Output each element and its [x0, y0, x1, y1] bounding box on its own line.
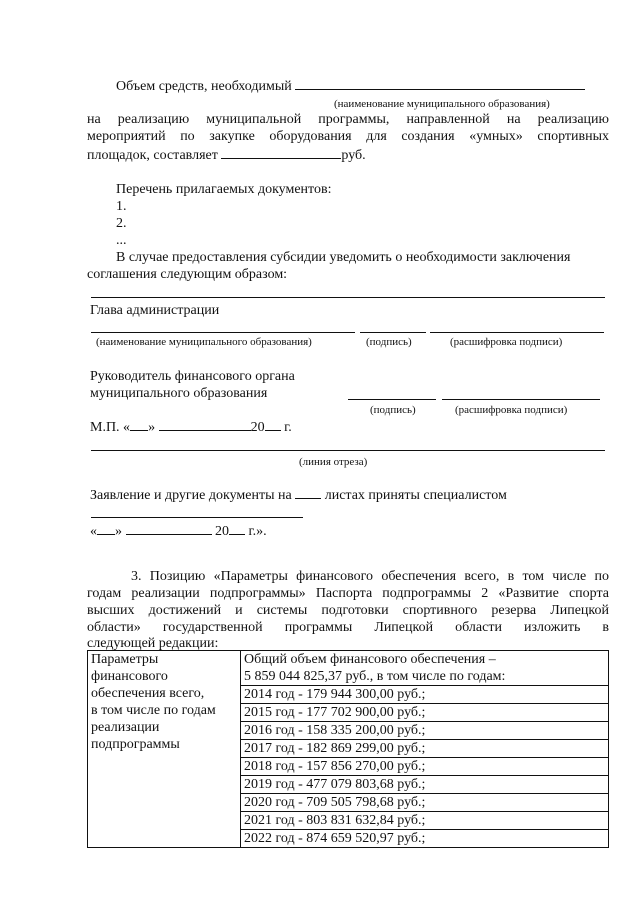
- item3-line3: высших достижений и системы подготовки спортивного резерва Липецкой: [87, 603, 609, 618]
- docs-item-3: ...: [116, 233, 127, 248]
- docs-item-2: 2.: [116, 216, 127, 231]
- intro-line2: на реализацию муниципальной программы, направленной на реализацию: [87, 112, 609, 127]
- notify-line1: В случае предоставления субсидии уведомить о необходимости заключения: [116, 250, 571, 265]
- finance-table: [87, 650, 609, 848]
- left-line: реализации: [91, 720, 160, 735]
- year-row: 2019 год - 477 079 803,68 руб.;: [241, 776, 608, 794]
- year-row: 2017 год - 182 869 299,00 руб.;: [241, 740, 608, 758]
- sheets-blank: [295, 486, 321, 499]
- left-line: обеспечения всего,: [91, 686, 205, 701]
- year-row: 2021 год - 803 831 632,84 руб.;: [241, 812, 608, 830]
- left-line: подпрограммы: [91, 737, 180, 752]
- item3-line1: 3. Позицию «Параметры финансового обеспечения всего, в том числе по: [131, 569, 609, 584]
- date-year-blank: [229, 522, 245, 535]
- table-left-cell: [88, 651, 241, 848]
- finance-label-decode: (расшифровка подписи): [455, 404, 568, 416]
- item3-line5: следующей редакции:: [87, 636, 219, 651]
- date-year: 20: [215, 524, 229, 539]
- notify-line2: соглашения следующим образом:: [87, 267, 288, 282]
- notify-blank-line: [91, 297, 605, 298]
- table-row: [88, 651, 609, 848]
- head-label-mun: (наименование муниципального образования): [96, 336, 312, 348]
- table-right-cell: [241, 651, 609, 848]
- docs-item-1: 1.: [116, 199, 127, 214]
- intro-hint: (наименование муниципального образования): [334, 98, 550, 110]
- municipality-blank: [295, 77, 585, 90]
- year-row: 2020 год - 709 505 798,68 руб.;: [241, 794, 608, 812]
- head-decode-line: [430, 332, 604, 333]
- cut-line: [91, 450, 605, 451]
- mp-prefix: М.П. «: [90, 420, 131, 435]
- specialist-line: [91, 517, 303, 518]
- year-row: 2015 год - 177 702 900,00 руб.;: [241, 704, 608, 722]
- item3-line2: годам реализации подпрограммы» Паспорта подпрограммы 2 «Развитие спорта: [87, 586, 609, 601]
- statement-prefix: Заявление и другие документы на: [90, 488, 292, 503]
- date-open: «: [90, 524, 97, 539]
- date-month-blank: [126, 522, 212, 535]
- total-line-1: Общий объем финансового обеспечения –: [244, 652, 496, 667]
- date-mid: »: [115, 524, 122, 539]
- statement-date: [90, 522, 267, 540]
- amount-blank: [221, 146, 341, 159]
- finance-label-sign: (подпись): [370, 404, 416, 416]
- left-line: Параметры: [91, 652, 159, 667]
- left-line: финансового: [91, 669, 168, 684]
- finance-decode-line: [442, 399, 600, 400]
- intro-line4: [87, 146, 366, 164]
- mp-year: 20: [250, 420, 265, 435]
- mp-suffix: г.: [284, 420, 292, 435]
- docs-title: Перечень прилагаемых документов:: [116, 182, 332, 197]
- mp-day-blank: [130, 418, 148, 431]
- finance-line1: Руководитель финансового органа: [90, 369, 295, 384]
- head-label-sign: (подпись): [366, 336, 412, 348]
- item3-line4: области» государственной программы Липецкой области изложить в: [87, 620, 609, 635]
- finance-mp: [90, 418, 292, 436]
- head-sign-line: [360, 332, 426, 333]
- statement-suffix: листах приняты специалистом: [324, 488, 507, 503]
- cut-label: (линия отреза): [299, 456, 368, 468]
- intro-line3: мероприятий по закупке оборудования для создания «умных» спортивных: [87, 129, 609, 144]
- year-row: 2016 год - 158 335 200,00 руб.;: [241, 722, 608, 740]
- intro-line4-prefix: площадок, составляет: [87, 148, 218, 163]
- total-line-2: 5 859 044 825,37 руб., в том числе по годам:: [241, 668, 608, 686]
- mp-year-blank: [265, 418, 281, 431]
- year-row: 2022 год - 874 659 520,97 руб.;: [244, 831, 426, 846]
- finance-sign-line: [348, 399, 436, 400]
- year-row: 2018 год - 157 856 270,00 руб.;: [241, 758, 608, 776]
- date-suffix: г.».: [248, 524, 267, 539]
- mp-mid: »: [148, 420, 156, 435]
- intro-label: [116, 77, 585, 95]
- finance-line2: муниципального образования: [90, 386, 268, 401]
- year-row: 2014 год - 179 944 300,00 руб.;: [241, 686, 608, 704]
- head-label-decode: (расшифровка подписи): [450, 336, 563, 348]
- intro-line4-suffix: руб.: [341, 148, 366, 163]
- head-title: Глава администрации: [90, 303, 220, 318]
- mp-month-blank: [159, 418, 251, 431]
- head-mun-line: [91, 332, 355, 333]
- intro-label-text: Объем средств, необходимый: [116, 79, 292, 94]
- left-line: в том числе по годам: [91, 703, 216, 718]
- date-day-blank: [97, 522, 115, 535]
- statement-line: [90, 486, 507, 504]
